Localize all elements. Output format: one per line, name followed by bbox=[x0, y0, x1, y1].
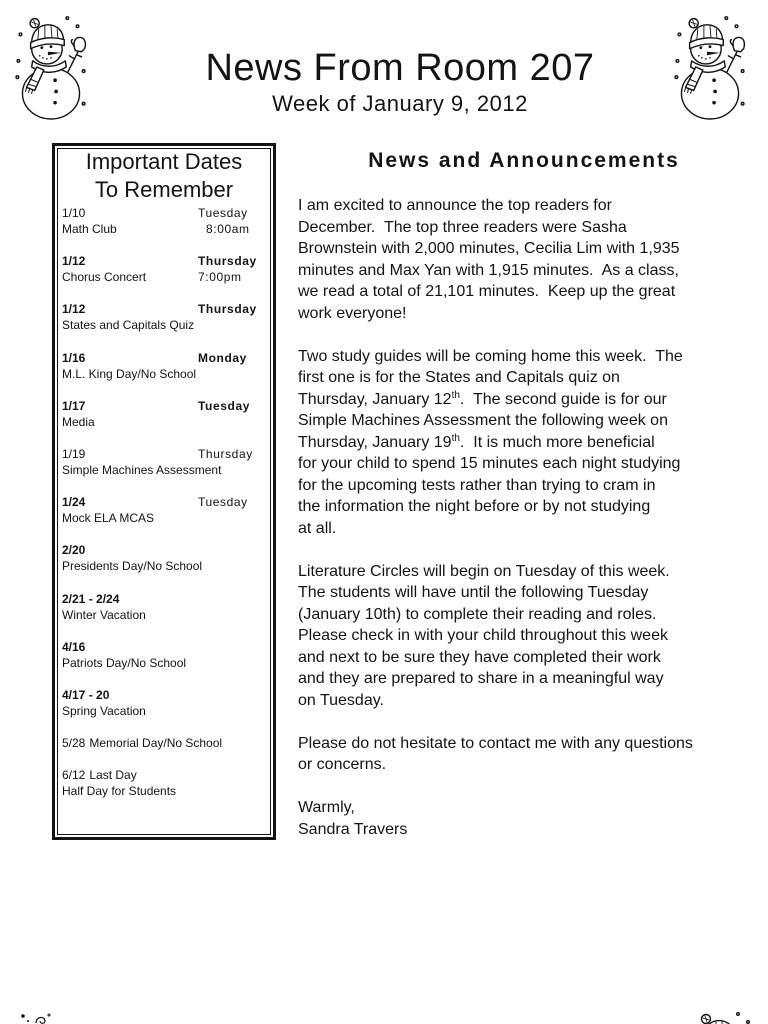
entry-event-row bbox=[62, 366, 267, 382]
date-entry bbox=[62, 253, 267, 285]
text-line: Literature Circles will begin on Tuesday of this week. bbox=[298, 562, 670, 580]
text-line: I am excited to announce the top readers for bbox=[298, 197, 612, 214]
dates-heading-line-2: To Remember bbox=[94, 177, 234, 202]
news-paragraph bbox=[298, 195, 760, 324]
date-entry bbox=[62, 398, 267, 430]
entry-event: Media bbox=[62, 414, 95, 429]
date-entry bbox=[62, 205, 267, 237]
date-entry bbox=[62, 542, 267, 574]
entry-date-row bbox=[62, 767, 267, 783]
entry-date: 4/16 bbox=[62, 639, 86, 654]
entry-date-row bbox=[62, 735, 267, 751]
date-entry bbox=[62, 591, 267, 623]
entry-event: Simple Machines Assessment bbox=[62, 462, 222, 477]
text-line: work everyone! bbox=[298, 304, 407, 322]
news-paragraph bbox=[298, 733, 760, 776]
entry-event: States and Capitals Quiz bbox=[62, 318, 195, 333]
signature: Sandra Travers bbox=[298, 820, 408, 838]
entry-event-row bbox=[62, 317, 267, 333]
news-heading: News and Announcements bbox=[368, 149, 680, 172]
entry-date-row bbox=[62, 205, 267, 221]
text-line: at all. bbox=[298, 519, 337, 537]
entry-note-row bbox=[62, 783, 267, 799]
dates-heading-line-1: Important Dates bbox=[85, 149, 243, 174]
text-line: the information the night before or by not studying bbox=[298, 498, 651, 515]
text-line: and next to be sure they have completed their work bbox=[298, 648, 661, 666]
entry-note: Half Day for Students bbox=[62, 784, 177, 799]
entry-date: 5/28 bbox=[62, 736, 86, 751]
entry-date: 6/12 bbox=[62, 768, 86, 783]
entry-day: Tuesday bbox=[198, 398, 250, 413]
entry-date-row bbox=[62, 591, 267, 607]
entry-date: 1/12 bbox=[62, 254, 86, 269]
ordinal-superscript: th bbox=[451, 389, 460, 401]
entry-date-row bbox=[62, 639, 267, 655]
entry-event: Memorial Day/No School bbox=[89, 736, 223, 751]
date-entry bbox=[62, 767, 267, 799]
entry-event-row bbox=[62, 558, 267, 574]
text-segment: Thursday, January 19 bbox=[298, 433, 452, 451]
text-line: we read a total of 21,101 minutes. Keep up the great bbox=[298, 283, 676, 300]
entry-event: Spring Vacation bbox=[62, 703, 146, 718]
text-line: Brownstein with 2,000 minutes, Cecilia Lim with 1,935 bbox=[298, 240, 680, 257]
news-paragraph bbox=[298, 346, 760, 540]
ordinal-superscript: th bbox=[451, 432, 460, 444]
page-title: News From Room 207 bbox=[205, 47, 595, 89]
entry-event: M.L. King Day/No School bbox=[62, 366, 197, 381]
entry-event: Winter Vacation bbox=[62, 607, 146, 622]
closing-line: Warmly, bbox=[298, 799, 355, 816]
snowman-illustration-left bbox=[14, 12, 88, 120]
news-body bbox=[298, 195, 760, 862]
date-entry bbox=[62, 687, 267, 719]
date-entry bbox=[62, 446, 267, 478]
entry-event-row bbox=[62, 414, 267, 430]
date-entry bbox=[62, 735, 267, 751]
entry-event-row bbox=[62, 510, 267, 526]
entry-day: Thursday bbox=[198, 302, 257, 317]
news-paragraph bbox=[298, 561, 760, 712]
entry-event: Last Day bbox=[89, 768, 137, 783]
text-line bbox=[298, 432, 760, 454]
entry-event-row bbox=[62, 221, 267, 237]
entry-date-row bbox=[62, 398, 267, 414]
entry-date: 1/12 bbox=[62, 302, 86, 317]
entry-event: Presidents Day/No School bbox=[62, 559, 203, 574]
entry-day: Monday bbox=[198, 350, 247, 365]
entry-time: 7:00pm bbox=[198, 270, 242, 285]
closing-block bbox=[298, 797, 760, 840]
text-line: on Tuesday. bbox=[298, 691, 384, 709]
text-segment: Thursday, January 12 bbox=[298, 390, 452, 408]
important-dates-list bbox=[62, 205, 267, 815]
entry-event-row bbox=[62, 269, 267, 285]
entry-day: Thursday bbox=[198, 254, 257, 269]
entry-event-row bbox=[62, 607, 267, 623]
text-line: The students will have until the following Tuesday bbox=[298, 584, 649, 601]
entry-event-row bbox=[62, 703, 267, 719]
entry-event-row bbox=[62, 655, 267, 671]
entry-time: 8:00am bbox=[206, 222, 250, 236]
text-line: December. The top three readers were Sasha bbox=[298, 218, 627, 236]
text-line: Two study guides will be coming home this week. The bbox=[298, 347, 683, 365]
text-segment: . It is much more beneficial bbox=[459, 433, 655, 451]
date-entry bbox=[62, 350, 267, 382]
entry-date-row bbox=[62, 494, 267, 510]
entry-event: Math Club bbox=[62, 222, 117, 236]
text-segment: . The second guide is for our bbox=[459, 390, 667, 408]
entry-date-row bbox=[62, 542, 267, 558]
entry-date-row bbox=[62, 446, 267, 462]
entry-date: 1/17 bbox=[62, 398, 86, 413]
entry-date: 1/16 bbox=[62, 350, 86, 365]
entry-day: Tuesday bbox=[198, 206, 248, 220]
entry-event: Mock ELA MCAS bbox=[62, 511, 155, 526]
text-line: for your child to spend 15 minutes each night studying bbox=[298, 455, 681, 472]
text-line: or concerns. bbox=[298, 756, 387, 773]
news-paragraphs bbox=[298, 195, 760, 776]
text-line: minutes and Max Yan with 1,915 minutes. As a class, bbox=[298, 261, 679, 279]
entry-date: 1/19 bbox=[62, 446, 86, 461]
snowman-decoration-bottom-right bbox=[686, 1008, 752, 1024]
text-line: first one is for the States and Capitals quiz on bbox=[298, 369, 620, 386]
entry-date: 1/10 bbox=[62, 206, 86, 220]
entry-date: 2/20 bbox=[62, 543, 86, 558]
page-subtitle: Week of January 9, 2012 bbox=[272, 91, 528, 116]
entry-date-row bbox=[62, 687, 267, 703]
entry-date: 1/24 bbox=[62, 495, 86, 510]
date-entry bbox=[62, 301, 267, 333]
dates-box-heading bbox=[57, 148, 271, 204]
entry-date: 2/21 - 2/24 bbox=[62, 591, 120, 606]
text-line: Please check in with your child throughout this week bbox=[298, 627, 668, 644]
entry-event-row bbox=[62, 462, 267, 478]
date-entry bbox=[62, 494, 267, 526]
text-line: and they are prepared to share in a meaningful way bbox=[298, 670, 664, 687]
entry-day: Tuesday bbox=[198, 495, 248, 510]
entry-event: Patriots Day/No School bbox=[62, 655, 187, 670]
text-line: Simple Machines Assessment the following week on bbox=[298, 412, 668, 429]
text-line: for the upcoming tests rather than trying to cram in bbox=[298, 476, 656, 494]
entry-date-row bbox=[62, 253, 267, 269]
entry-date-row bbox=[62, 301, 267, 317]
text-line: (January 10th) to complete their reading and roles. bbox=[298, 605, 657, 623]
entry-date-row bbox=[62, 350, 267, 366]
entry-event: Chorus Concert bbox=[62, 270, 147, 285]
snow-decoration-bottom-left bbox=[18, 1010, 52, 1024]
entry-date: 4/17 - 20 bbox=[62, 687, 110, 702]
snowman-illustration-right bbox=[672, 12, 748, 120]
entry-day: Thursday bbox=[198, 446, 253, 461]
text-line bbox=[298, 389, 760, 411]
text-line: Please do not hesitate to contact me with any questions bbox=[298, 734, 693, 752]
date-entry bbox=[62, 639, 267, 671]
